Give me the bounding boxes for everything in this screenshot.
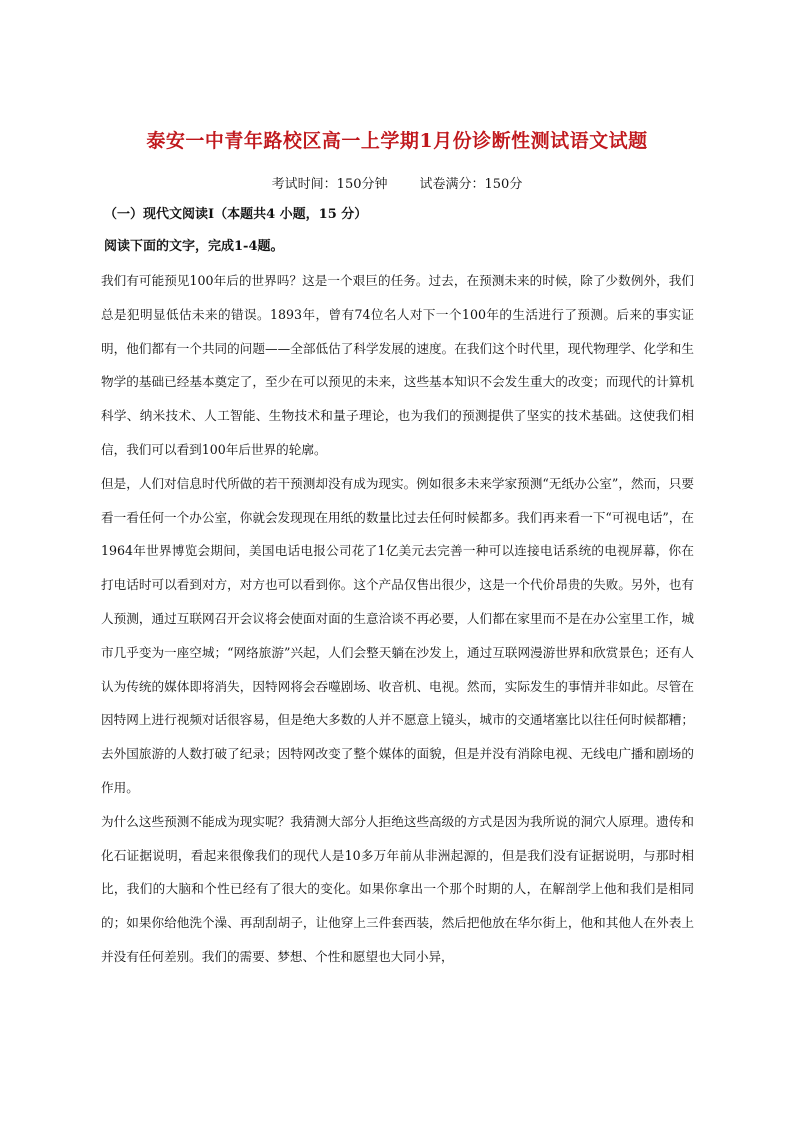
reading-instruction: 阅读下面的文字，完成1-4题。 (104, 239, 284, 254)
passage-paragraph: 但是，人们对信息时代所做的若干预测却没有成为现实。例如很多未来学家预测“无纸办公室”，然而，只要看一看任何一个办公室，你就会发现现在用纸的数量比过去任何时候都多。我们再来看一下“可视电话”，在1964年世界博览会期间，美国电话电报公司花了1亿美元去完善一种可以连接电话系统的电视屏幕，你在打电话时可以看到对方，对方也可以看到你。这个产品仅售出很少，这是一个代价昂贵的失败。另外，也有人预测，通过互联网召开会议将会使面对面的生意洽谈不再必要，人们都在家里而不是在办公室里工作，城市几乎变为一座空城；“网络旅游”兴起，人们会整天躺在沙发上，通过互联网漫游世界和欣赏景色；还有人认为传统的媒体即将消失，因特网将会吞噬剧场、收音机、电视。然而，实际发生的事情并非如此。尽管在因特网上进行视频对话很容易，但是绝大多数的人并不愿意上镜头，城市的交通堵塞比以往任何时候都糟；去外国旅游的人数打破了纪录；因特网改变了整个媒体的面貌，但是并没有消除电视、无线电广播和剧场的作用。 (101, 475, 694, 795)
full-score: 试卷满分：150分 (419, 177, 523, 192)
exam-meta (0, 173, 794, 192)
passage-paragraph: 我们有可能预见100年后的世界吗？这是一个艰巨的任务。过去，在预测未来的时候，除了少数例外，我们总是犯明显低估未来的错误。1893年，曾有74位名人对下一个100年的生活进行了预测。后来的事实证明，他们都有一个共同的问题——全部低估了科学发展的速度。在我们这个时代里，现代物理学、化学和生物学的基础已经基本奠定了，至少在可以预见的未来，这些基本知识不会发生重大的改变；而现代的计算机科学、纳米技术、人工智能、生物技术和量子理论，也为我们的预测提供了坚实的技术基础。这使我们相信，我们可以看到100年后世界的轮廓。 (101, 273, 694, 457)
exam-time: 考试时间：150分钟 (271, 177, 388, 192)
section-heading: （一）现代文阅读Ⅰ（本题共4 小题，15 分） (104, 207, 368, 222)
document-title: 泰安一中青年路校区高一上学期1月份诊断性测试语文试题 (146, 130, 648, 152)
reading-passage (101, 264, 694, 974)
passage-paragraph: 为什么这些预测不能成为现实呢？我猜测大部分人拒绝这些高级的方式是因为我所说的洞穴人原理。遗传和化石证据说明，看起来很像我们的现代人是10多万年前从非洲起源的，但是我们没有证据说明，与那时相比，我们的大脑和个性已经有了很大的变化。如果你拿出一个那个时期的人，在解剖学上他和我们是相同的；如果你给他洗个澡、再刮刮胡子，让他穿上三件套西装，然后把他放在华尔街上，他和其他人在外表上并没有任何差别。我们的需要、梦想、个性和愿望也大同小异， (101, 813, 694, 964)
